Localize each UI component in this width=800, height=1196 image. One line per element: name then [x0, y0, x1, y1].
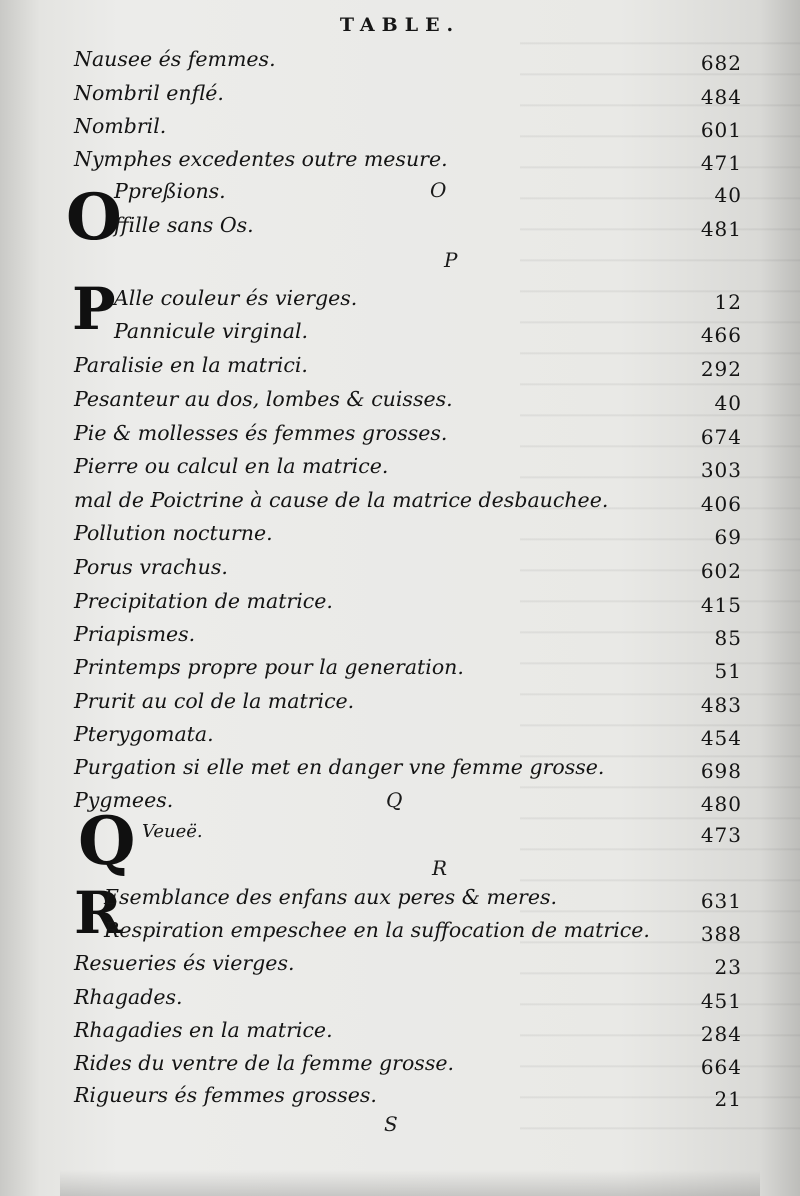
- entry-text: Prurit au col de la matrice.: [74, 689, 355, 713]
- entry-text: Pygmees.: [74, 788, 174, 812]
- index-entry: [74, 948, 742, 979]
- entry-page-number: 682: [700, 51, 742, 75]
- index-entry: [74, 686, 742, 717]
- page-header: TABLE.: [339, 14, 461, 36]
- index-entry: [74, 44, 742, 75]
- entry-text: Respiration empeschee en la suffocation de matrice.: [104, 918, 650, 942]
- entry-page-number: 51: [714, 659, 742, 683]
- entry-page-number: 388: [700, 922, 742, 946]
- index-entry: [74, 210, 742, 241]
- entry-page-number: 483: [700, 693, 742, 717]
- entry-text: ffille sans Os.: [114, 213, 254, 237]
- entry-page-number: 284: [700, 1022, 742, 1046]
- dropcap-q: Q: [78, 802, 136, 880]
- index-entry: [74, 384, 742, 415]
- entry-page-number: 466: [700, 323, 742, 347]
- entry-page-number: 406: [700, 492, 742, 516]
- section-letter-p: P: [444, 248, 458, 272]
- entry-page-number: 674: [700, 425, 742, 449]
- index-entry: [74, 283, 742, 314]
- index-entry: [74, 652, 742, 683]
- index-entry: [74, 882, 742, 913]
- entry-page-number: 664: [700, 1055, 742, 1079]
- entry-text: Resueries és vierges.: [74, 951, 295, 975]
- section-letter-s: S: [384, 1112, 398, 1136]
- entry-text: Pannicule virginal.: [114, 319, 309, 343]
- index-entry: [74, 144, 742, 175]
- entry-text: Pesanteur au dos, lombes & cuisses.: [74, 387, 453, 411]
- index-entry: [74, 350, 742, 381]
- index-entry: [74, 111, 742, 142]
- entry-page-number: 454: [700, 726, 742, 750]
- entry-page-number: 471: [700, 151, 742, 175]
- entry-text: Precipitation de matrice.: [74, 589, 333, 613]
- entry-page-number: 601: [700, 118, 742, 142]
- dropcap-o: O: [66, 180, 122, 255]
- entry-text: Pollution nocturne.: [74, 521, 273, 545]
- entry-page-number: 480: [700, 792, 742, 816]
- section-letter-r: R: [432, 856, 448, 880]
- entry-page-number: 415: [700, 593, 742, 617]
- index-entry: [74, 586, 742, 617]
- entry-text: Esemblance des enfans aux peres & meres.: [104, 885, 557, 909]
- dropcap-r: R: [74, 879, 123, 947]
- index-entry: [74, 78, 742, 109]
- entry-text: Nymphes excedentes outre mesure.: [74, 147, 448, 171]
- index-entry: [74, 485, 742, 516]
- entry-page-number: 21: [714, 1087, 742, 1111]
- entry-text: Rhagadies en la matrice.: [74, 1018, 333, 1042]
- entry-page-number: 602: [700, 559, 742, 583]
- entry-page-number: 40: [714, 183, 742, 207]
- entry-page-number: 292: [700, 357, 742, 381]
- entry-text: Porus vrachus.: [74, 555, 228, 579]
- entry-text: Purgation si elle met en danger vne femme grosse.: [74, 755, 605, 779]
- entry-text: Paralisie en la matrici.: [74, 353, 308, 377]
- index-entry: [74, 1080, 742, 1111]
- entry-text: Pterygomata.: [74, 722, 214, 746]
- entry-page-number: 451: [700, 989, 742, 1013]
- index-entry: [74, 451, 742, 482]
- entry-text: Alle couleur és vierges.: [114, 286, 358, 310]
- index-entry: [74, 176, 742, 207]
- index-entry: [74, 752, 742, 783]
- index-entry: [74, 552, 742, 583]
- section-letter-q: Q: [386, 788, 403, 812]
- page-bottom-edge: [60, 1170, 760, 1196]
- index-entry: [74, 982, 742, 1013]
- entry-text: Rides du ventre de la femme grosse.: [74, 1051, 454, 1075]
- entry-text: Nausee és femmes.: [74, 47, 276, 71]
- entry-page-number: 481: [700, 217, 742, 241]
- entry-text: Priapismes.: [74, 622, 196, 646]
- section-letter-o: O: [430, 178, 447, 202]
- entry-text: Veueë.: [142, 821, 203, 842]
- entry-page-number: 484: [700, 85, 742, 109]
- entry-text: mal de Poictrine à cause de la matrice desbauchee.: [74, 488, 609, 512]
- dropcap-p: P: [72, 275, 116, 343]
- index-entry: [74, 619, 742, 650]
- index-entry: [74, 1015, 742, 1046]
- index-entry: [74, 316, 742, 347]
- entry-text: Ppreßions.: [114, 179, 226, 203]
- entry-text: Rigueurs és femmes grosses.: [74, 1083, 377, 1107]
- index-entry: [74, 418, 742, 449]
- entry-page-number: 303: [700, 458, 742, 482]
- entry-page-number: 631: [700, 889, 742, 913]
- index-entry: [74, 1048, 742, 1079]
- index-entry: [74, 915, 742, 946]
- entry-text: Pie & mollesses és femmes grosses.: [74, 421, 448, 445]
- entry-text: Printemps propre pour la generation.: [74, 655, 464, 679]
- entry-page-number: 698: [700, 759, 742, 783]
- index-entry: [74, 719, 742, 750]
- entry-text: Nombril.: [74, 114, 167, 138]
- index-entry: [74, 816, 742, 847]
- entry-page-number: 12: [714, 290, 742, 314]
- index-entry: [74, 518, 742, 549]
- entry-page-number: 23: [714, 955, 742, 979]
- entry-page-number: 69: [714, 525, 742, 549]
- entry-text: Pierre ou calcul en la matrice.: [74, 454, 389, 478]
- entry-page-number: 40: [714, 391, 742, 415]
- entry-page-number: 473: [700, 823, 742, 847]
- index-entry: [74, 785, 742, 816]
- entry-text: Rhagades.: [74, 985, 183, 1009]
- entry-text: Nombril enflé.: [74, 81, 224, 105]
- entry-page-number: 85: [714, 626, 742, 650]
